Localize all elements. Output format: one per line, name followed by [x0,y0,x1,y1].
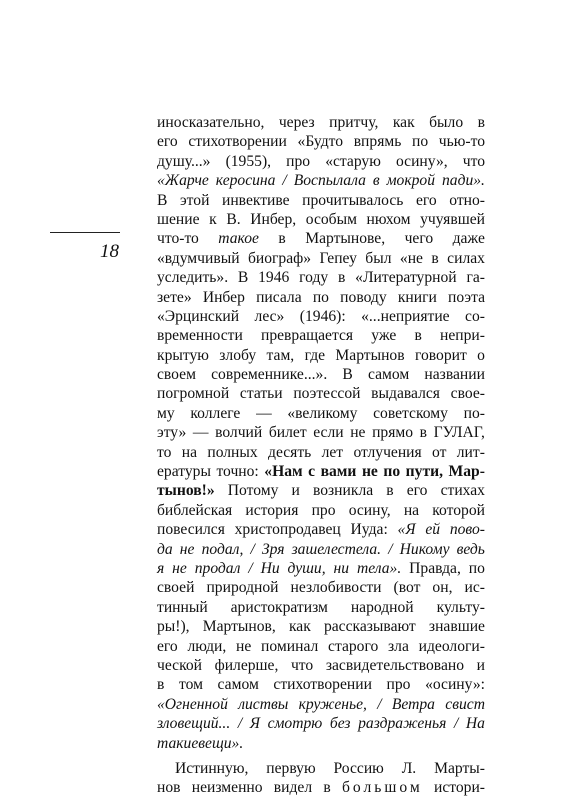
word: нюхом [366,210,411,228]
word: прямо [372,424,414,442]
word: «Будто [297,133,344,151]
word: библейская [157,501,233,519]
word: в [372,172,380,190]
word: пади». [441,172,485,190]
word: ГУЛАГ, [433,424,485,442]
text-line [157,152,485,171]
word: которой [432,501,485,519]
word: в [157,676,165,694]
text-line [157,675,485,694]
word: уследить». [157,269,229,287]
word: мокрой [386,172,436,190]
word: билет [268,424,307,442]
word: по [412,133,429,151]
word: учуявшей [420,210,485,228]
word: «Эрцинский [157,307,240,325]
word: в [419,424,428,442]
text-line [157,307,485,326]
word: было [429,114,464,131]
word: про [386,676,411,694]
word: / [237,715,243,733]
word: эту» [157,424,187,442]
word: статьи [239,385,283,403]
word: Ветра [391,695,435,713]
text-line [157,210,485,229]
word: что-то [157,230,199,248]
text-line [157,384,485,403]
word: «...неприятие [361,307,450,325]
text-line [157,714,485,733]
word: он, [432,579,453,597]
text-line [157,462,485,481]
word: ературы [157,463,211,481]
word: полных [207,443,258,461]
word: «великому [287,404,358,422]
word: не [361,463,378,481]
word: такие [157,734,199,752]
word: и [291,482,300,500]
text-line [157,656,485,675]
word: / [282,172,287,190]
word: Зря [261,540,285,558]
word: чью-то [438,133,485,151]
word: 1946 [258,269,290,287]
word: даже [452,230,485,248]
word: круженье, [298,695,367,713]
word: идеологи- [418,637,485,655]
word: «не [399,249,423,267]
word: (вот [393,579,421,597]
word: истори- [433,779,485,797]
word: ческой [157,656,202,674]
word: история [245,501,299,519]
word: культу- [436,598,485,616]
text-line [157,229,485,248]
word: названии [424,366,485,384]
word: что [290,656,314,674]
word: его [415,191,437,209]
word: смотрю [267,715,323,733]
word: что [462,152,485,170]
word: в [386,482,394,500]
word: в [477,114,485,131]
word: волчий [215,424,263,442]
text-line [157,520,485,539]
word: керосина [215,172,276,190]
word: / [248,559,253,577]
word: про [311,501,336,519]
word: незлобивости [290,579,382,597]
word: раздраженья [358,715,447,733]
text-line [157,404,485,423]
word: впрямь [353,133,402,151]
word: не [172,559,187,577]
word: листвы [238,695,289,713]
word: стихотворении [273,676,372,694]
word: Воспылала [293,172,366,190]
word: Мартынове, [305,230,386,248]
text-line [157,778,485,797]
word: народной [350,598,414,616]
word: знавшие [428,618,485,636]
word: Я [249,715,260,733]
word: лет [321,443,344,461]
word: му [157,404,175,422]
body-text [157,113,485,798]
word: В. [226,210,241,228]
word: Марты- [434,759,485,777]
text-line [157,695,485,714]
word: через [278,114,315,131]
text-line [157,191,485,210]
word: по [383,463,401,481]
word: его [157,637,178,655]
word: Иуда: [350,521,388,539]
word: тынов!» [157,482,215,500]
word: и [476,656,485,674]
word: его [406,482,428,500]
word: стихах [440,482,485,500]
text-line [157,559,485,578]
word: о [477,346,485,364]
word: «Нам [264,463,303,481]
word: христопродавец [234,521,341,539]
word: душу...» [157,152,211,170]
word: Мар- [448,463,485,481]
word: Мартынов, [202,618,276,636]
word: души, [287,559,326,577]
text-line [157,171,485,190]
text-line [157,578,485,597]
margin-rule [50,232,120,233]
word: без [329,715,351,733]
text-line [157,268,485,287]
word: Л. [401,759,417,777]
word: писала [256,288,302,306]
word: ей [425,521,441,539]
word: ни [333,559,350,577]
word: году [299,269,329,287]
page-number: 18 [100,241,119,262]
text-line [157,249,485,268]
word: ры!), [157,618,190,636]
word: осину», [395,152,448,170]
word: неизменно [191,779,263,797]
word: пово- [449,521,485,539]
word: — [256,404,272,422]
word: по [312,288,329,306]
word: силах [447,249,485,267]
word: / [388,540,393,558]
word: зете» [157,288,192,306]
word: В [237,269,249,287]
word: Инбер [202,288,245,306]
word: не [179,540,195,558]
word: в [278,230,286,248]
word: злобу [219,346,257,364]
word: в [323,779,331,797]
word: про [286,152,311,170]
word: зашелестела. [291,540,382,558]
word: — [192,424,209,442]
word: там, [266,346,295,364]
word: прочитывалось [302,191,404,209]
word: говорит [414,346,467,364]
word: биограф» [247,249,312,267]
text-line [157,598,485,617]
word: осину, [348,501,391,519]
word: погромной [157,385,230,403]
word: Истинную, [175,759,249,777]
word: точно: [216,463,259,481]
word: не [350,424,366,442]
word: продал [194,559,241,577]
word: «вдумчивый [157,249,240,267]
word: не [236,637,252,655]
word: первую [266,759,316,777]
word: самом [217,676,259,694]
word: уже [371,327,397,345]
word: рассказывают [323,618,416,636]
word: современнике...». [211,366,328,384]
text-line [157,132,485,151]
word: большом [341,779,423,797]
word: поводу [340,288,387,306]
text-line [157,481,485,500]
word: крытую [157,346,209,364]
word: зловещий... [157,715,231,733]
word: «старую [325,152,381,170]
word: тинный [157,598,208,616]
word: ведь [456,540,485,558]
word: в [338,269,346,287]
word: зла [388,637,409,655]
word: по- [463,404,485,422]
word: «Литературной [355,269,457,287]
word: Потому [227,482,279,500]
word: выдавался [371,385,440,403]
word: засвидетельствовано [325,656,465,674]
word: советскому [373,404,448,422]
word: вами [320,463,357,481]
word: где [304,346,326,364]
word: пути, [405,463,443,481]
word: отлучения [353,443,422,461]
word: иносказательно, [157,114,265,131]
word: / [250,540,255,558]
word: видел [273,779,313,797]
word: «осину»: [425,676,485,694]
word: том [178,676,203,694]
word: Мартынов [335,346,405,364]
word: лес» [254,307,285,325]
word: лит- [456,443,485,461]
text-line [157,443,485,462]
word: люди, [187,637,227,655]
word: Правда, [409,559,461,577]
word: был [365,249,392,267]
word: по [468,559,485,577]
word: старого [328,637,379,655]
word: чего [404,230,434,248]
word: ис- [464,579,485,597]
text-line [157,540,485,559]
word: на [181,443,198,461]
word: своем [157,366,196,384]
word: поэта [448,288,485,306]
word: его [157,133,178,151]
word: тела». [356,559,402,577]
text-line [157,759,485,778]
word: с [308,463,316,481]
text-line [157,113,485,132]
word: свист [445,695,485,713]
word: природной [206,579,279,597]
word: на [403,501,420,519]
word: особым [305,210,357,228]
word: аристократизм [230,598,328,616]
text-line [157,346,485,365]
word: как [392,114,415,131]
word: отно- [449,191,485,209]
word: повесился [157,521,225,539]
text-line [157,288,485,307]
word: подал, [201,540,244,558]
word: Никому [399,540,450,558]
text-line [157,423,485,442]
word: если [313,424,344,442]
text-line [157,365,485,384]
text-line [157,326,485,345]
word: коллеге [190,404,241,422]
word: / [453,715,459,733]
text-line [157,617,485,636]
word: (1955), [225,152,272,170]
word: к [209,210,217,228]
word: нов [157,779,181,797]
word: я [157,559,165,577]
word: в [431,249,439,267]
word: поминал [261,637,319,655]
word: временности [157,327,243,345]
word: филерше, [214,656,279,674]
word: В [342,366,353,384]
word: Ни [260,559,280,577]
word: Гепеу [319,249,357,267]
word: в [414,327,422,345]
word: своей [157,579,195,597]
word: от [432,443,447,461]
word: этой [179,191,210,209]
word: свое- [450,385,485,403]
word: возникла [312,482,374,500]
word: / [377,695,382,713]
word: В [157,191,168,209]
text-line [157,501,485,520]
word: со- [465,307,485,325]
word: притчу, [329,114,379,131]
word: Россию [333,759,384,777]
word: как [288,618,311,636]
word: непри- [440,327,485,345]
word: га- [466,269,485,287]
word: десять [268,443,312,461]
word: самом [367,366,410,384]
word: книги [397,288,437,306]
word: то [157,443,172,461]
word: инвективе [221,191,290,209]
word: превращается [260,327,354,345]
word: «Жарче [157,172,209,190]
word: да [157,540,173,558]
text-line [157,734,485,753]
word: «Огненной [157,695,228,713]
word: шение [157,210,200,228]
word: стихотворении [188,133,287,151]
word: такое [218,230,259,248]
word: На [465,715,485,733]
word: «Я [397,521,416,539]
word: вещи». [198,734,244,752]
word: поэтессой [293,385,361,403]
word: Инбер, [250,210,297,228]
word: (1946): [299,307,346,325]
text-line [157,637,485,656]
